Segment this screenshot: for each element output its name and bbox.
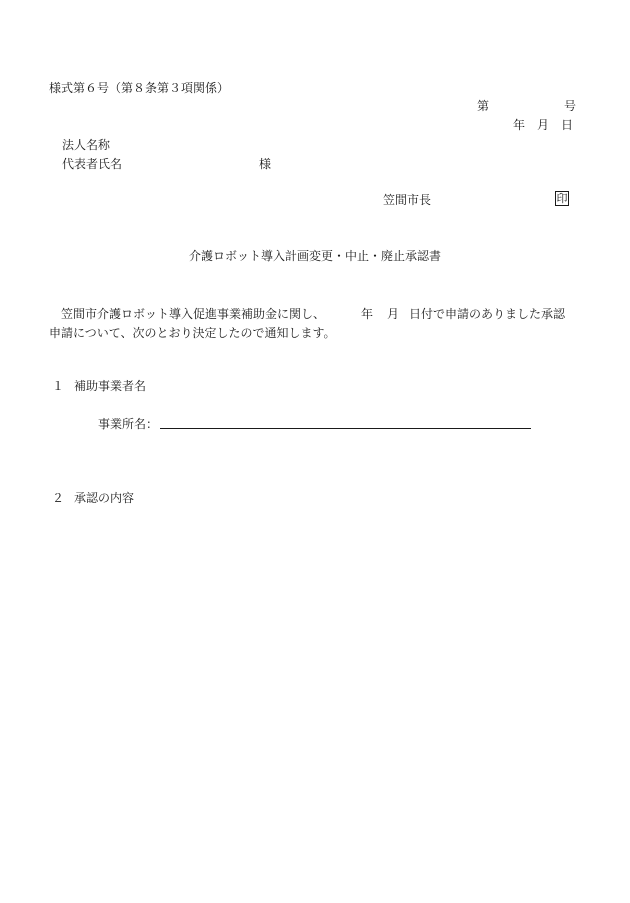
section-1-title: 補助事業者名 xyxy=(74,379,147,393)
section-1-number: １ xyxy=(52,379,65,393)
section-2-number: ２ xyxy=(52,491,65,505)
date-day: 日 xyxy=(561,118,574,132)
section-1-heading xyxy=(52,380,146,392)
seal-mark: 印 xyxy=(556,192,568,205)
document-title: 介護ロボット導入計画変更・中止・廃止承認書 xyxy=(188,249,441,263)
body-year: 年 xyxy=(361,307,374,321)
honorific: 様 xyxy=(259,157,272,171)
body-line-2: 申請について、次のとおり決定したので通知します。 xyxy=(49,326,336,340)
body-text-b: 日付で申請のありました承認 xyxy=(409,307,566,321)
issue-date xyxy=(513,119,573,131)
representative-name-label: 代表者氏名 xyxy=(62,157,123,171)
corp-name-label: 法人名称 xyxy=(62,138,111,152)
doc-number-prefix: 第 xyxy=(477,99,490,113)
date-month: 月 xyxy=(537,118,550,132)
section-2-title: 承認の内容 xyxy=(74,491,135,505)
form-number: 様式第６号（第８条第３項関係） xyxy=(49,81,230,95)
date-year: 年 xyxy=(513,118,526,132)
body-month: 月 xyxy=(387,307,400,321)
issuer-mayor: 笠間市長 xyxy=(383,193,432,207)
office-name-label: 事業所名： xyxy=(98,417,159,431)
body-line-1 xyxy=(49,305,579,324)
section-2-heading xyxy=(52,492,134,504)
body-text-a: 笠間市介護ロボット導入促進事業補助金に関し、 xyxy=(61,307,326,321)
doc-number-suffix: 号 xyxy=(564,99,577,113)
body-paragraph xyxy=(49,305,579,343)
office-name-field[interactable] xyxy=(160,428,531,429)
